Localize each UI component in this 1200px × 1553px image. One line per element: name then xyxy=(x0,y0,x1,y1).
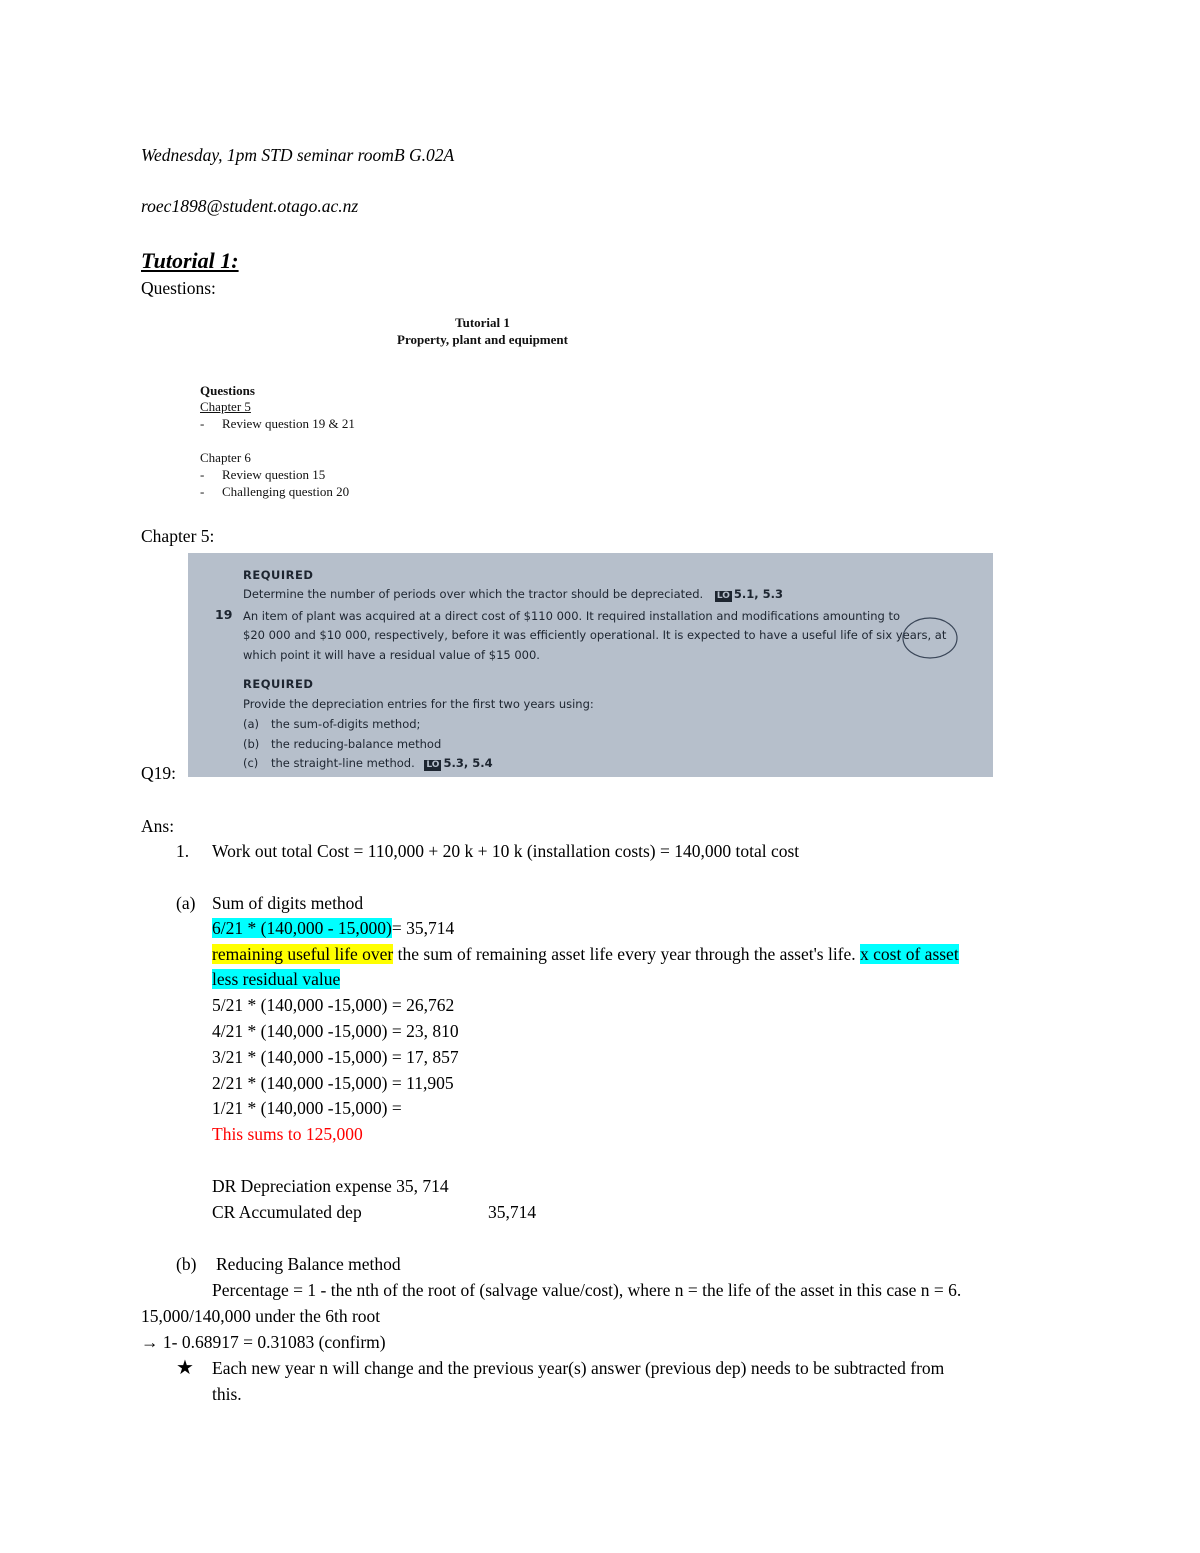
step-text: Work out total Cost = 110,000 + 20 k + 10 k (installation costs) = 140,000 total cost xyxy=(212,841,800,861)
star-bullet-icon: ★ xyxy=(176,1357,194,1379)
lo-badge: LO xyxy=(426,760,440,770)
part-a-title: Sum of digits method xyxy=(212,893,364,913)
email-address: roec1898@student.otago.ac.nz xyxy=(141,196,359,216)
scan-question-line: which point it will have a residual value of $15 000. xyxy=(243,648,540,662)
calc-line: 4/21 * (140,000 -15,000) = 23, 810 xyxy=(212,1021,459,1041)
scan-option-text: the sum-of-digits method; xyxy=(271,717,421,731)
sum-note: This sums to 125,000 xyxy=(212,1124,363,1144)
sheet-title: Tutorial 1 xyxy=(455,315,510,330)
scan-question-line: An item of plant was acquired at a direct cost of $110 000. It required installation and modifications amounting to xyxy=(243,609,901,623)
scan-required-heading: REQUIRED xyxy=(243,677,314,691)
journal-credit-label: CR Accumulated dep xyxy=(212,1202,362,1222)
sheet-bullet: - xyxy=(200,484,205,499)
percentage-line: Percentage = 1 - the nth of the root of (salvage value/cost), where n = the life of the asset in this case n = 6. xyxy=(212,1280,962,1300)
questions-label: Questions: xyxy=(141,278,216,298)
scan-determine-text: Determine the number of periods over which the tractor should be depreciated. xyxy=(243,587,704,601)
sheet-bullet: - xyxy=(200,416,205,431)
step-number: 1. xyxy=(176,841,190,861)
highlight-yellow: remaining useful life over xyxy=(212,944,394,964)
calc-line: 3/21 * (140,000 -15,000) = 17, 857 xyxy=(212,1047,459,1067)
schedule-line: Wednesday, 1pm STD seminar roomB G.02A xyxy=(141,145,455,165)
sheet-chapter6: Chapter 6 xyxy=(200,450,251,465)
scan-option-line xyxy=(271,756,493,771)
lo-ref: 5.1, 5.3 xyxy=(733,587,784,601)
scan-question-number: 19 xyxy=(215,607,233,622)
formula-result: = 35,714 xyxy=(391,918,455,938)
note-line: this. xyxy=(212,1384,242,1404)
part-b-label: (b) xyxy=(176,1254,197,1274)
part-a-label: (a) xyxy=(176,893,196,913)
result-line: → 1- 0.68917 = 0.31083 (confirm) xyxy=(141,1332,386,1352)
note-line: Each new year n will change and the previous year(s) answer (previous dep) needs to be subtracted from xyxy=(212,1358,945,1378)
calc-line: 5/21 * (140,000 -15,000) = 26,762 xyxy=(212,995,455,1015)
lo-badge: LO xyxy=(716,591,730,601)
chapter5-label: Chapter 5: xyxy=(141,526,215,546)
calc-line: 2/21 * (140,000 -15,000) = 11,905 xyxy=(212,1073,454,1093)
q19-label: Q19: xyxy=(141,763,176,783)
scan-required-heading: REQUIRED xyxy=(243,568,314,582)
sheet-bullet: - xyxy=(200,467,205,482)
lo-ref: 5.3, 5.4 xyxy=(443,756,493,770)
sheet-chapter6-item: Review question 15 xyxy=(222,467,326,482)
textbook-question-image xyxy=(188,553,993,777)
explanation-text: the sum of remaining asset life every year through the asset's life. xyxy=(393,944,861,964)
sheet-subtitle: Property, plant and equipment xyxy=(397,332,568,347)
root-line: 15,000/140,000 under the 6th root xyxy=(141,1306,381,1326)
tutorial-sheet-image xyxy=(200,310,620,505)
sheet-questions-heading: Questions xyxy=(200,383,255,398)
sheet-chapter5: Chapter 5 xyxy=(200,399,251,414)
page-title: Tutorial 1: xyxy=(141,248,239,273)
scan-option-letter: (a) xyxy=(243,717,260,731)
sheet-chapter6-item: Challenging question 20 xyxy=(222,484,350,499)
scan-question-line: $20 000 and $10 000, respectively, before it was efficiently operational. It is expected to have a useful life of six years, at xyxy=(243,628,947,642)
scan-option-letter: (b) xyxy=(243,737,260,751)
highlight-cyan: x cost of asset xyxy=(860,944,959,964)
explanation-line xyxy=(212,968,340,990)
scan-option-text: the straight-line method. xyxy=(271,756,415,770)
explanation-line xyxy=(212,943,959,965)
scan-provide-line: Provide the depreciation entries for the first two years using: xyxy=(243,697,594,711)
scan-option-text: the reducing-balance method xyxy=(271,737,442,751)
highlight-cyan: less residual value xyxy=(212,969,341,989)
journal-credit-value: 35,714 xyxy=(488,1202,537,1222)
sheet-chapter5-item: Review question 19 & 21 xyxy=(222,416,355,431)
calc-line: 1/21 * (140,000 -15,000) = xyxy=(212,1098,402,1118)
journal-debit: DR Depreciation expense 35, 714 xyxy=(212,1176,449,1196)
calc-line xyxy=(212,917,454,939)
ans-label: Ans: xyxy=(141,816,175,836)
part-b-title: Reducing Balance method xyxy=(216,1254,401,1274)
pen-circle-annotation xyxy=(900,615,960,661)
scan-option-letter: (c) xyxy=(243,756,259,770)
scan-determine-line xyxy=(243,587,783,602)
highlighted-formula: 6/21 * (140,000 - 15,000) xyxy=(212,918,392,938)
